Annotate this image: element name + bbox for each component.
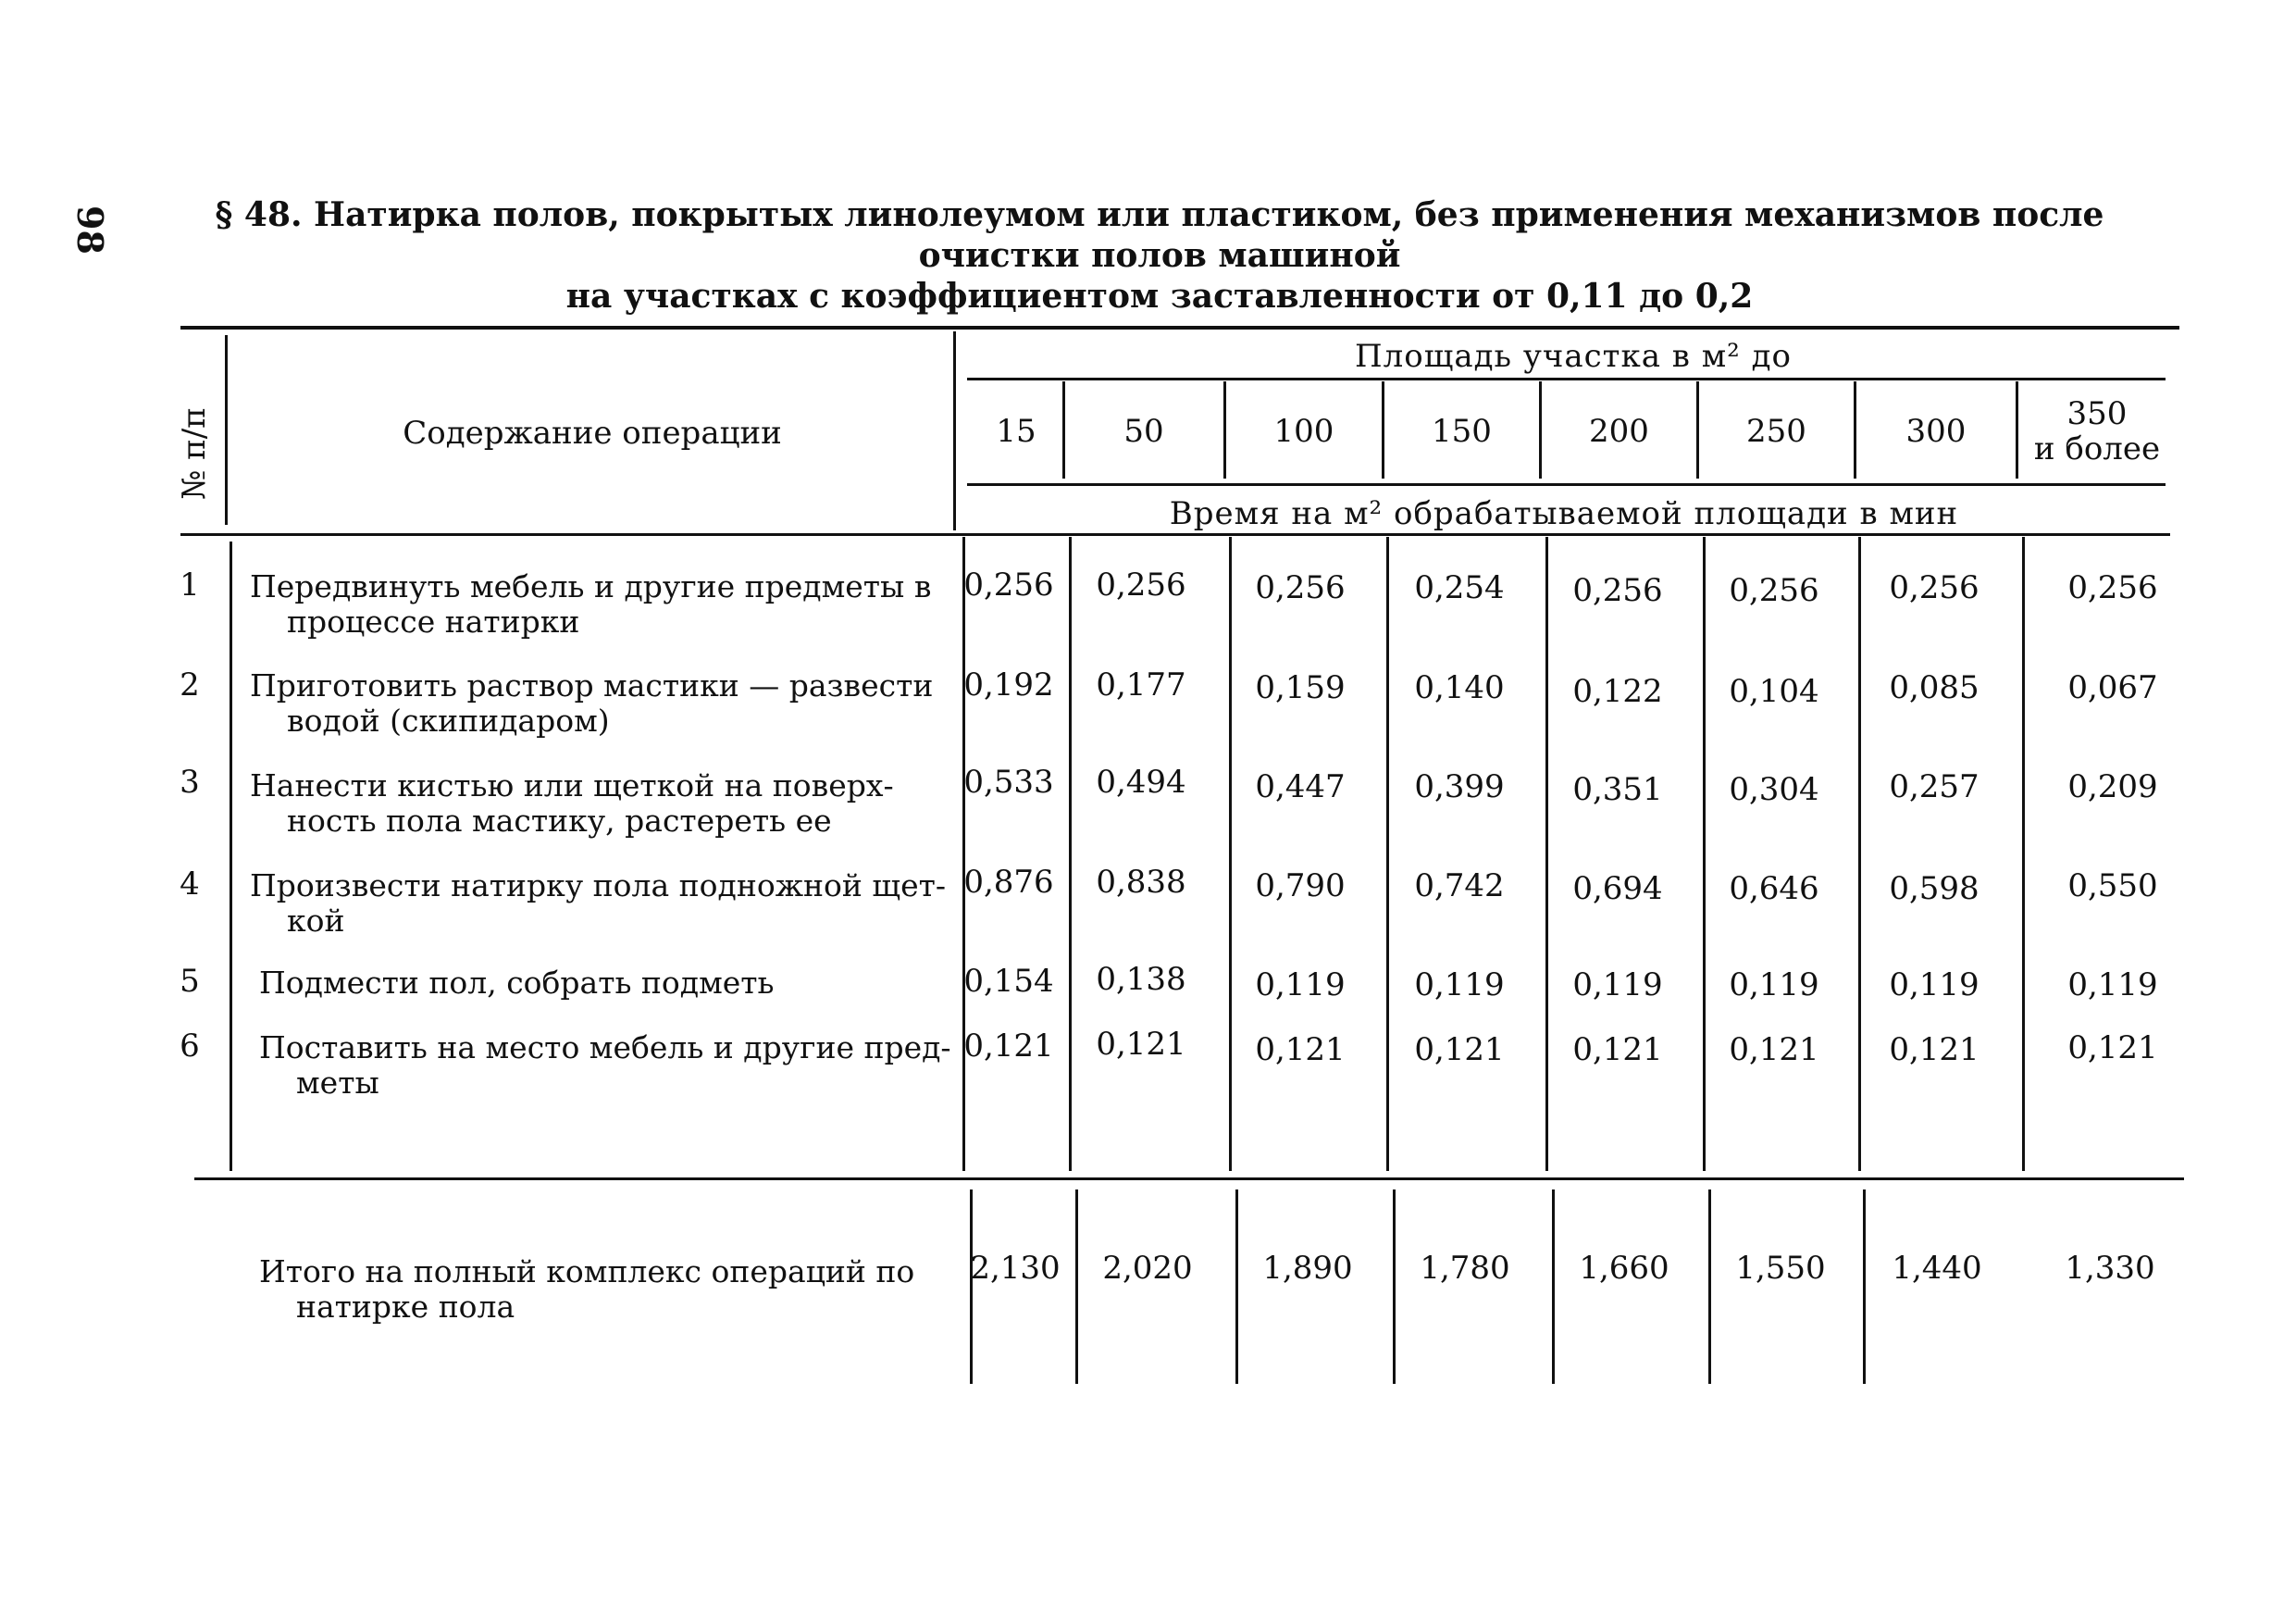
value-cell: 0,209 [2067,768,2158,805]
value-cell: 0,119 [2067,966,2158,1003]
vline-t6 [1863,1189,1866,1384]
operation-line-2: процессе натирки [287,604,580,640]
area-col-100: 100 [1273,413,1334,450]
operation-line-1: Передвинуть мебель и другие предметы в [250,568,932,604]
operation-line-2: меты [296,1065,379,1101]
body-bottom-rule [194,1177,2184,1180]
value-cell: 0,399 [1414,768,1505,805]
value-cell: 0,085 [1889,669,1980,706]
header-bottom-rule [180,533,2170,536]
vline-t4 [1552,1189,1555,1384]
value-cell: 0,254 [1414,569,1505,606]
value-cell: 0,192 [963,666,1054,704]
value-cell: 0,104 [1729,673,1819,710]
total-text [259,1254,962,1325]
value-cell: 0,121 [1889,1031,1980,1068]
value-cell: 0,550 [2067,867,2158,904]
operation-line-1: Приготовить раствор мастики — развести [250,667,934,704]
area-col-150: 150 [1432,413,1492,450]
value-cell: 0,121 [963,1027,1054,1065]
value-cell: 0,119 [1572,966,1663,1003]
value-cell: 0,121 [1096,1026,1186,1063]
section-title [211,194,2108,317]
value-cell: 0,159 [1255,669,1346,706]
total-value: 1,660 [1579,1250,1669,1287]
row-number: 2 [180,666,200,704]
value-cell: 0,256 [1255,569,1346,606]
value-cell: 0,694 [1572,870,1663,907]
value-cell: 0,256 [1889,569,1980,606]
area-col-250: 250 [1746,413,1806,450]
value-cell: 0,256 [1572,572,1663,609]
title-line-1: § 48. Натирка полов, покрытых линолеумом или пластиком, без применения механизмов после очистки полов машиной [215,195,2104,275]
area-col-350-line1: 350 [2066,395,2128,432]
value-cell: 0,121 [2067,1029,2158,1066]
value-cell: 0,447 [1255,768,1346,805]
vline-b-op [962,537,965,1171]
area-col-50: 50 [1123,413,1164,450]
value-cell: 0,119 [1729,966,1819,1003]
value-cell: 0,177 [1096,666,1186,704]
vline-b1 [1069,537,1072,1171]
vline-t3 [1393,1189,1396,1384]
vline-t1 [1075,1189,1078,1384]
value-cell: 0,140 [1414,669,1505,706]
total-value: 1,550 [1735,1250,1826,1287]
value-cell: 0,067 [2067,669,2158,706]
value-cell: 0,598 [1889,870,1980,907]
value-cell: 0,533 [963,764,1054,801]
title-line-2: на участках с коэффициентом заставленности от 0,11 до 0,2 [565,277,1754,316]
operation-line-2: ность пола мастику, растереть ее [287,803,832,839]
row-number: 5 [180,963,200,1000]
operation-line-2: водой (скипидаром) [287,703,610,739]
operation-text [250,668,953,739]
vline-b3 [1386,537,1389,1171]
vline-b-num [230,542,232,1171]
vline-b5 [1703,537,1706,1171]
vline-b7 [2022,537,2025,1171]
vline-t5 [1708,1189,1711,1384]
vline-num [225,335,228,525]
value-cell: 0,838 [1096,864,1186,901]
row-number: 4 [180,866,200,903]
vline-t-op [970,1189,973,1384]
operation-line-1: Нанести кистью или щеткой на поверх- [250,767,894,803]
time-header: Время на м² обрабатываемой площади в мин [1169,495,1959,532]
area-col-300: 300 [1905,413,1967,450]
value-cell: 0,646 [1729,870,1819,907]
col-op-header: Содержание операции [403,415,782,452]
operation-text [250,569,953,640]
value-cell: 0,256 [963,567,1054,604]
total-value: 1,330 [2065,1250,2155,1287]
table-top-rule [180,326,2179,330]
area-col-350-line2: и более [2033,430,2161,467]
value-cell: 0,121 [1414,1031,1505,1068]
value-cell: 0,790 [1255,867,1346,904]
value-cell: 0,119 [1889,966,1980,1003]
value-cell: 0,494 [1096,764,1186,801]
value-cell: 0,138 [1096,961,1186,998]
value-cell: 0,121 [1572,1031,1663,1068]
value-cell: 0,119 [1414,966,1505,1003]
area-columns-underline [967,483,2166,486]
operation-line-1: Подмести пол, собрать подметь [259,965,775,1001]
value-cell: 0,256 [2067,569,2158,606]
total-line-1: Итого на полный комплекс операций по [259,1253,915,1289]
operation-line-1: Поставить на место мебель и другие пред- [259,1029,951,1065]
value-cell: 0,257 [1889,768,1980,805]
value-cell: 0,154 [963,963,1054,1000]
total-value: 1,440 [1892,1250,1982,1287]
page-number: 98 [69,205,111,255]
value-cell: 0,742 [1414,867,1505,904]
operation-text [259,965,962,1001]
operation-text [250,768,953,839]
area-header-underline [967,378,2166,380]
operation-line-2: кой [287,903,345,939]
vline-op [953,331,956,530]
area-header: Площадь участка в м² до [1354,338,1793,375]
vline-t2 [1235,1189,1238,1384]
value-cell: 0,304 [1729,771,1819,808]
total-value: 1,890 [1262,1250,1353,1287]
total-value: 2,020 [1102,1250,1193,1287]
value-cell: 0,121 [1255,1031,1346,1068]
value-cell: 0,122 [1572,673,1663,710]
value-cell: 0,119 [1255,966,1346,1003]
row-number: 6 [180,1027,200,1065]
total-value: 1,780 [1420,1250,1510,1287]
operation-line-1: Произвести натирку пола подножной щет- [250,867,947,903]
value-cell: 0,256 [1096,567,1186,604]
operation-text [259,1030,962,1101]
row-number: 1 [180,567,200,604]
area-col-350 [2018,396,2176,467]
value-cell: 0,351 [1572,771,1663,808]
vline-b4 [1545,537,1548,1171]
value-cell: 0,876 [963,864,1054,901]
area-col-200: 200 [1589,413,1649,450]
total-line-2: натирке пола [296,1289,515,1325]
row-number: 3 [180,764,200,801]
area-col-15: 15 [996,413,1036,450]
value-cell: 0,121 [1729,1031,1819,1068]
value-cell: 0,256 [1729,572,1819,609]
total-value: 2,130 [970,1250,1061,1287]
col-num-header: № п/п [176,407,213,500]
vline-b2 [1229,537,1232,1171]
operation-text [250,868,953,939]
vline-b6 [1858,537,1861,1171]
